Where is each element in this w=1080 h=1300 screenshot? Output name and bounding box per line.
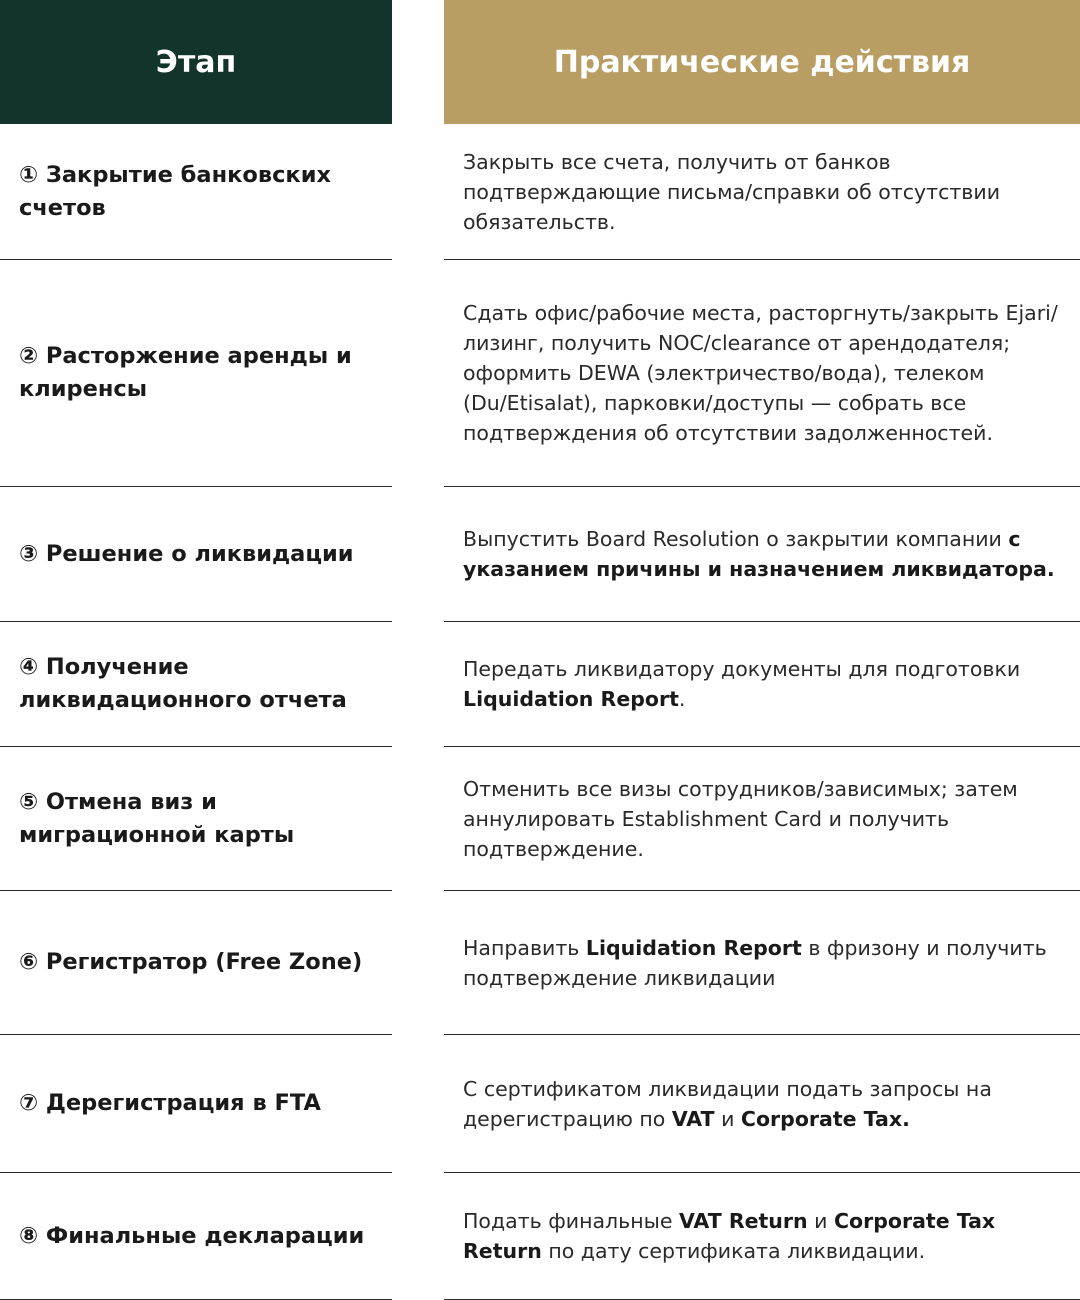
table-row — [0, 260, 1080, 487]
stage-title: ⑥ Регистратор (Free Zone) — [19, 949, 363, 975]
table-row — [0, 891, 1080, 1035]
emphasis-text: Corporate Tax Return — [463, 1209, 996, 1263]
emphasis-text: VAT — [671, 1106, 715, 1131]
stage-title: ② Расторжение аренды и клиренсы — [19, 343, 352, 402]
stage-title: ④ Получение ликвидационного отчета — [19, 654, 347, 713]
stage-title: ⑦ Дерегистрация в FTA — [19, 1090, 321, 1116]
action-description — [463, 1206, 1060, 1266]
action-description — [463, 933, 1060, 993]
actions-column-header: Практические действия — [444, 0, 1080, 124]
stage-title: ⑧ Финальные декларации — [19, 1222, 365, 1249]
table-row — [0, 622, 1080, 747]
stage-title: ③ Решение о ликвидации — [19, 540, 354, 567]
table-row — [0, 747, 1080, 891]
description-text: Сдать офис/рабочие места, расторгнуть/закрыть Ejari/лизинг, получить NOC/clearance от арендодателя; оформить DEWA (электричество/вода), телеком (Du/Etisalat), парковки/доступы — собрать все подтверждения об отсутствии задолженностей. — [463, 301, 1058, 445]
description-text: Выпустить Board Resolution о закрытии компании — [463, 527, 1009, 551]
description-text: С сертификатом ликвидации подать запросы на дерегистрацию по — [463, 1076, 992, 1131]
emphasis-text: Corporate Tax. — [740, 1106, 910, 1131]
description-text: Отменить все визы сотрудников/зависимых; затем аннулировать Establishment Card и получить подтверждение. — [463, 776, 1018, 861]
table-row — [0, 487, 1080, 622]
description-text: Направить — [463, 935, 586, 960]
description-text: в фризону и получить подтверждение ликвидации — [463, 935, 1047, 990]
action-description — [463, 298, 1060, 448]
action-description — [463, 147, 1060, 237]
action-description — [463, 774, 1060, 864]
description-text: по дату сертификата ликвидации. — [541, 1239, 926, 1263]
table-row — [0, 124, 1080, 260]
action-description — [463, 524, 1060, 584]
description-text: Передать ликвидатору документы для подготовки — [463, 657, 1021, 681]
table-row — [0, 1035, 1080, 1173]
action-description — [463, 1074, 1060, 1134]
action-description — [463, 654, 1060, 714]
emphasis-text: Liquidation Report — [463, 687, 679, 711]
emphasis-text: с указанием причины и назначением ликвидатора. — [463, 527, 1055, 581]
stage-column-header: Этап — [0, 0, 392, 124]
emphasis-text: VAT Return — [678, 1209, 808, 1233]
description-text: Подать финальные — [463, 1209, 679, 1233]
stage-title: ① Закрытие банковских счетов — [19, 161, 331, 221]
description-text: и — [714, 1106, 741, 1131]
stage-title: ⑤ Отмена виз и миграционной карты — [19, 788, 295, 848]
table-row — [0, 1173, 1080, 1300]
emphasis-text: Liquidation Report — [585, 935, 802, 960]
description-text: . — [678, 687, 686, 711]
description-text: Закрыть все счета, получить от банков подтверждающие письма/справки об отсутствии обязательств. — [463, 149, 1001, 234]
description-text: и — [807, 1209, 834, 1233]
